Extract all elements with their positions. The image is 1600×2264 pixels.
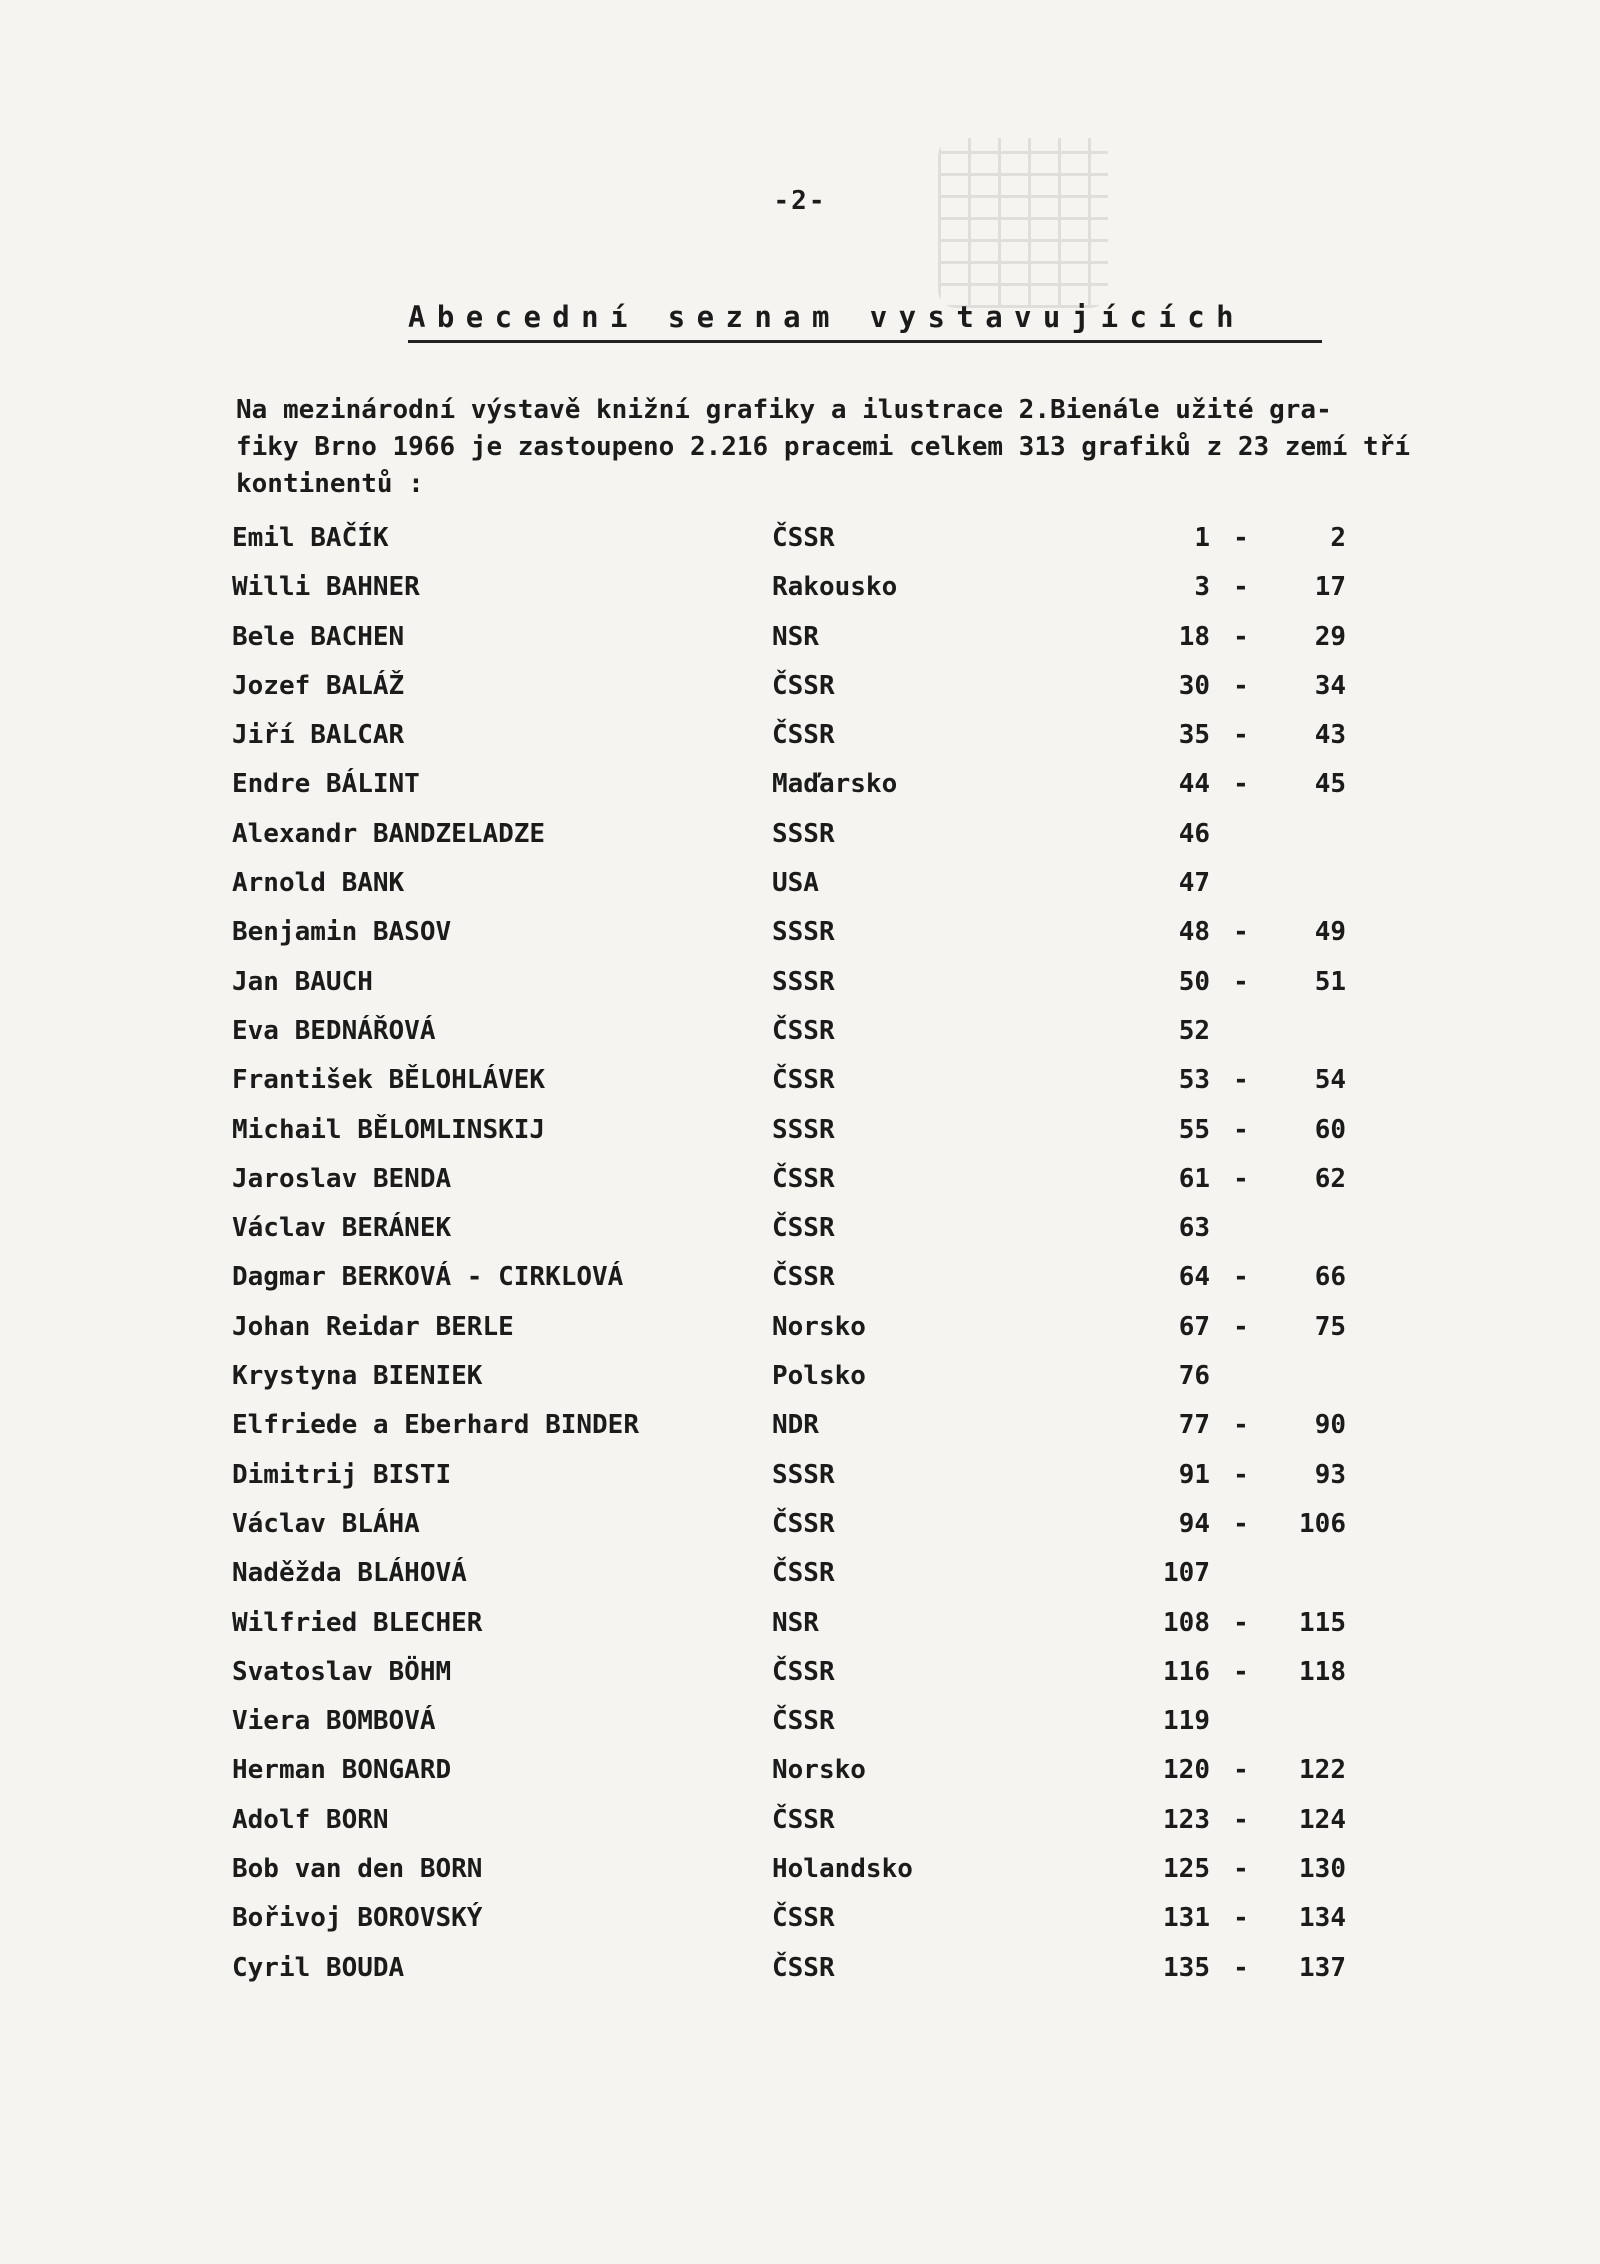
work-number-to: 54 (1314, 1065, 1346, 1096)
work-number-from: 76 (1178, 1361, 1210, 1392)
exhibitor-row (0, 1698, 1600, 1747)
exhibitor-row (0, 1945, 1600, 1994)
work-number-from: 50 (1178, 966, 1210, 997)
work-number-to: 137 (1299, 1952, 1346, 1983)
work-range-dash: - (1233, 1854, 1249, 1885)
work-range-dash: - (1233, 1755, 1249, 1786)
document-title: Abecední seznam vystavujících (408, 300, 1245, 334)
work-number-from: 52 (1178, 1015, 1210, 1046)
work-range-dash: - (1233, 670, 1249, 701)
work-number-to: 122 (1299, 1755, 1346, 1786)
work-number-to: 66 (1314, 1262, 1346, 1293)
work-number-from: 46 (1178, 818, 1210, 849)
work-number-to: 29 (1314, 621, 1346, 652)
exhibitor-name: Václav BLÁHA (232, 1508, 420, 1539)
work-number-to: 43 (1314, 720, 1346, 751)
work-range-dash: - (1233, 917, 1249, 948)
exhibitor-country: Polsko (772, 1361, 866, 1392)
exhibitor-country: ČSSR (772, 670, 835, 701)
exhibitor-country: USA (772, 868, 819, 899)
work-range-dash: - (1233, 1410, 1249, 1441)
exhibitor-country: ČSSR (772, 1163, 835, 1194)
work-number-from: 107 (1163, 1558, 1210, 1589)
exhibitor-row (0, 1353, 1600, 1402)
work-number-to: 90 (1314, 1410, 1346, 1441)
work-number-from: 94 (1178, 1508, 1210, 1539)
exhibitor-name: Michail BĚLOMLINSKIJ (232, 1114, 546, 1145)
exhibitor-country: ČSSR (772, 523, 835, 553)
exhibitor-list (0, 515, 1600, 1994)
work-number-to: 118 (1299, 1656, 1346, 1687)
exhibitor-country: ČSSR (772, 1065, 835, 1096)
exhibitor-name: Viera BOMBOVÁ (232, 1706, 436, 1737)
exhibitor-name: Dimitrij BISTI (232, 1459, 452, 1490)
exhibitor-row (0, 712, 1600, 761)
exhibitor-country: ČSSR (772, 1656, 835, 1687)
exhibitor-row (0, 564, 1600, 613)
exhibitor-row (0, 1797, 1600, 1846)
exhibitor-row (0, 1008, 1600, 1057)
work-number-to: 49 (1314, 917, 1346, 948)
work-number-to: 51 (1314, 966, 1346, 997)
exhibitor-name: Jaroslav BENDA (232, 1163, 452, 1194)
work-range-dash: - (1233, 1459, 1249, 1490)
exhibitor-row (0, 1205, 1600, 1254)
exhibitor-name: Jan BAUCH (232, 966, 373, 997)
work-number-from: 131 (1163, 1903, 1210, 1934)
work-range-dash: - (1233, 1607, 1249, 1638)
exhibitor-country: ČSSR (772, 1508, 835, 1539)
exhibitor-name: Alexandr BANDZELADZE (232, 818, 546, 849)
work-number-from: 55 (1178, 1114, 1210, 1145)
exhibitor-row (0, 1156, 1600, 1205)
exhibitor-country: NDR (772, 1410, 819, 1441)
exhibitor-name: Václav BERÁNEK (232, 1213, 452, 1244)
work-number-to: 45 (1314, 769, 1346, 800)
work-number-from: 108 (1163, 1607, 1210, 1638)
exhibitor-name: Adolf BORN (232, 1804, 389, 1835)
work-range-dash: - (1233, 1656, 1249, 1687)
work-number-to: 93 (1314, 1459, 1346, 1490)
exhibitor-country: ČSSR (772, 1952, 835, 1983)
work-number-from: 53 (1178, 1065, 1210, 1096)
exhibitor-row (0, 860, 1600, 909)
bleed-through-stamp (938, 138, 1108, 308)
exhibitor-name: Krystyna BIENIEK (232, 1361, 483, 1392)
work-number-from: 120 (1163, 1755, 1210, 1786)
exhibitor-row (0, 1649, 1600, 1698)
exhibitor-country: Norsko (772, 1755, 866, 1786)
work-number-from: 63 (1178, 1213, 1210, 1244)
work-number-from: 125 (1163, 1854, 1210, 1885)
exhibitor-country: SSSR (772, 1459, 835, 1490)
exhibitor-name: Bele BACHEN (232, 621, 405, 652)
exhibitor-row (0, 1501, 1600, 1550)
exhibitor-name: Naděžda BLÁHOVÁ (232, 1558, 467, 1589)
work-number-to: 34 (1314, 670, 1346, 701)
intro-paragraph: Na mezinárodní výstavě knižní grafiky a ilustrace 2.Bienále užité gra- fiky Brno 1966 je zastoupeno 2.216 pracemi celkem 313 grafiků z 23 zemí tří kontinentů : (236, 395, 1410, 499)
work-range-dash: - (1233, 572, 1249, 603)
exhibitor-name: Willi BAHNER (232, 572, 420, 603)
work-number-from: 116 (1163, 1656, 1210, 1687)
exhibitor-country: Holandsko (772, 1854, 913, 1885)
work-range-dash: - (1233, 720, 1249, 751)
exhibitor-name: Johan Reidar BERLE (232, 1311, 514, 1342)
work-number-to: 60 (1314, 1114, 1346, 1145)
work-number-from: 35 (1178, 720, 1210, 751)
exhibitor-country: ČSSR (772, 1558, 835, 1589)
work-number-to: 106 (1299, 1508, 1346, 1539)
work-number-from: 1 (1194, 523, 1210, 553)
work-number-from: 77 (1178, 1410, 1210, 1441)
work-number-from: 3 (1194, 572, 1210, 603)
exhibitor-country: SSSR (772, 1114, 835, 1145)
exhibitor-row (0, 1846, 1600, 1895)
work-number-from: 30 (1178, 670, 1210, 701)
exhibitor-row (0, 811, 1600, 860)
exhibitor-country: ČSSR (772, 1804, 835, 1835)
exhibitor-name: Bob van den BORN (232, 1854, 483, 1885)
work-number-from: 123 (1163, 1804, 1210, 1835)
exhibitor-country: SSSR (772, 966, 835, 997)
exhibitor-row (0, 1057, 1600, 1106)
exhibitor-name: Emil BAČÍK (232, 523, 389, 553)
exhibitor-name: Elfriede a Eberhard BINDER (232, 1410, 639, 1441)
work-range-dash: - (1233, 1163, 1249, 1194)
work-number-from: 48 (1178, 917, 1210, 948)
exhibitor-name: Dagmar BERKOVÁ - CIRKLOVÁ (232, 1262, 624, 1293)
work-range-dash: - (1233, 1311, 1249, 1342)
work-number-to: 124 (1299, 1804, 1346, 1835)
work-number-from: 44 (1178, 769, 1210, 800)
work-range-dash: - (1233, 1114, 1249, 1145)
work-range-dash: - (1233, 1804, 1249, 1835)
exhibitor-row (0, 515, 1600, 564)
exhibitor-row (0, 1600, 1600, 1649)
work-range-dash: - (1233, 1952, 1249, 1983)
exhibitor-name: Svatoslav BÖHM (232, 1656, 452, 1687)
exhibitor-country: ČSSR (772, 1903, 835, 1934)
exhibitor-row (0, 1550, 1600, 1599)
exhibitor-row (0, 959, 1600, 1008)
work-range-dash: - (1233, 769, 1249, 800)
exhibitor-name: Bořivoj BOROVSKÝ (232, 1903, 483, 1934)
work-range-dash: - (1233, 523, 1249, 553)
work-number-from: 119 (1163, 1706, 1210, 1737)
work-number-to: 62 (1314, 1163, 1346, 1194)
exhibitor-row (0, 614, 1600, 663)
exhibitor-row (0, 1452, 1600, 1501)
exhibitor-name: Cyril BOUDA (232, 1952, 405, 1983)
exhibitor-country: SSSR (772, 818, 835, 849)
exhibitor-name: Endre BÁLINT (232, 769, 420, 800)
exhibitor-country: ČSSR (772, 720, 835, 751)
exhibitor-name: Jiří BALCAR (232, 720, 405, 751)
exhibitor-country: Maďarsko (772, 769, 898, 800)
exhibitor-row (0, 1895, 1600, 1944)
exhibitor-name: Wilfried BLECHER (232, 1607, 483, 1638)
exhibitor-name: Arnold BANK (232, 868, 405, 899)
exhibitor-country: ČSSR (772, 1262, 835, 1293)
exhibitor-row (0, 1304, 1600, 1353)
work-number-to: 17 (1314, 572, 1346, 603)
work-number-to: 115 (1299, 1607, 1346, 1638)
work-range-dash: - (1233, 1903, 1249, 1934)
title-underline (408, 340, 1322, 343)
work-number-from: 91 (1178, 1459, 1210, 1490)
exhibitor-name: Jozef BALÁŽ (232, 670, 405, 701)
exhibitor-country: Norsko (772, 1311, 866, 1342)
exhibitor-row (0, 761, 1600, 810)
exhibitor-row (0, 909, 1600, 958)
exhibitor-name: František BĚLOHLÁVEK (232, 1065, 546, 1096)
work-range-dash: - (1233, 966, 1249, 997)
exhibitor-country: ČSSR (772, 1706, 835, 1737)
work-range-dash: - (1233, 1508, 1249, 1539)
work-number-to: 75 (1314, 1311, 1346, 1342)
exhibitor-country: ČSSR (772, 1015, 835, 1046)
exhibitor-row (0, 1107, 1600, 1156)
work-number-from: 135 (1163, 1952, 1210, 1983)
work-range-dash: - (1233, 1262, 1249, 1293)
exhibitor-row (0, 1402, 1600, 1451)
exhibitor-name: Eva BEDNÁŘOVÁ (232, 1015, 436, 1046)
exhibitor-country: NSR (772, 1607, 819, 1638)
work-number-from: 47 (1178, 868, 1210, 899)
page-number: -2- (773, 186, 827, 216)
exhibitor-row (0, 1747, 1600, 1796)
exhibitor-name: Benjamin BASOV (232, 917, 452, 948)
work-number-from: 64 (1178, 1262, 1210, 1293)
work-number-to: 134 (1299, 1903, 1346, 1934)
exhibitor-name: Herman BONGARD (232, 1755, 452, 1786)
work-number-to: 130 (1299, 1854, 1346, 1885)
exhibitor-country: NSR (772, 621, 819, 652)
exhibitor-country: Rakousko (772, 572, 898, 603)
work-number-from: 61 (1178, 1163, 1210, 1194)
work-number-from: 67 (1178, 1311, 1210, 1342)
exhibitor-row (0, 1254, 1600, 1303)
exhibitor-country: ČSSR (772, 1213, 835, 1244)
work-number-to: 2 (1330, 523, 1346, 553)
work-range-dash: - (1233, 621, 1249, 652)
work-range-dash: - (1233, 1065, 1249, 1096)
exhibitor-country: SSSR (772, 917, 835, 948)
exhibitor-row (0, 663, 1600, 712)
work-number-from: 18 (1178, 621, 1210, 652)
